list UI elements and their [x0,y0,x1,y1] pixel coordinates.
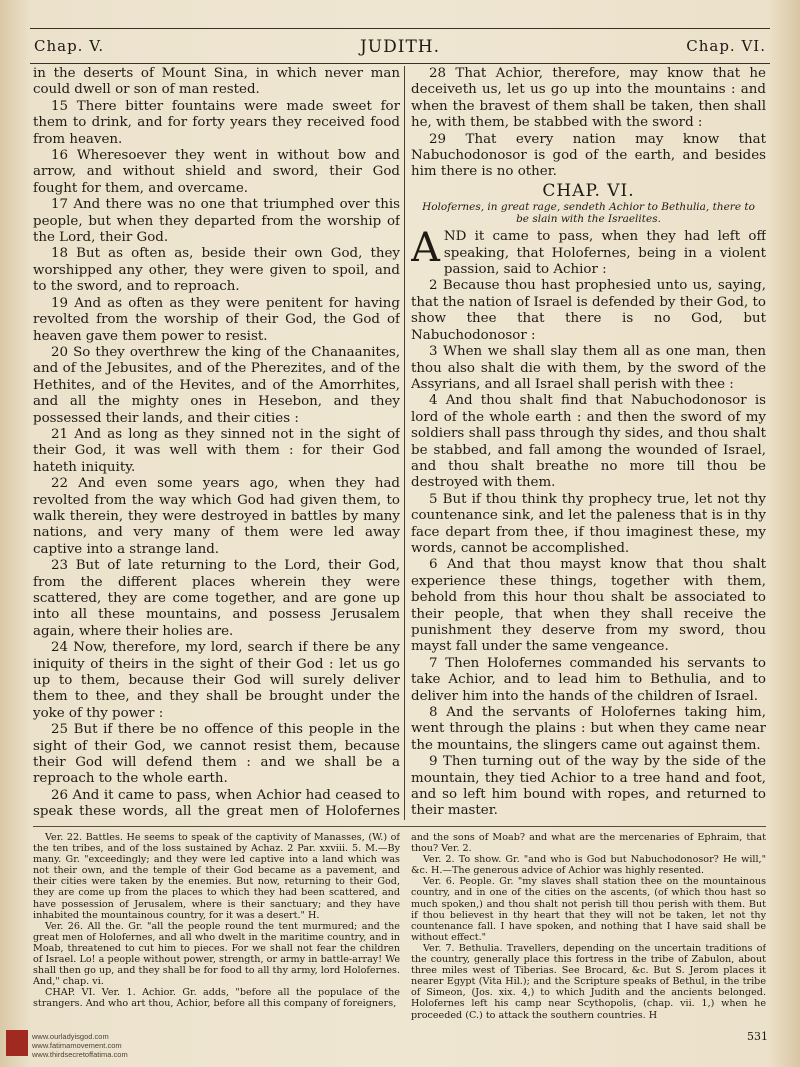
footer-link[interactable]: www.thirdsecretoffatima.com [32,1050,128,1059]
column-divider [404,66,405,820]
verse: 21 And as long as they sinned not in the sight of their God, it was well with them : for their God hateth iniquity. [33,426,400,475]
header-chapter-left: Chap. V. [34,37,105,55]
verse: 2 Because thou hast prophesied unto us, saying, that the nation of Israel is defended by their God, to show thee that there is no God, but Nabuchodonosor : [411,278,766,343]
verse: 19 And as often as they were penitent for having revolted from the worship of their God, the God of heaven gave them power to resist. [33,295,400,344]
verse: 25 But if there be no offence of this people in the sight of their God, we cannot resist them, because their God will defend them : and we shall be a reproach to the whole earth. [33,722,400,787]
verse: 17 And there was no one that triumphed over this people, but when they departed from the worship of the Lord, their God. [33,197,400,246]
verse: 7 Then Holofernes commanded his servants to take Achior, and to lead him to Bethulia, and to deliver him into the hands of the children of Israel. [411,655,766,704]
verse: 29 That every nation may know that Nabuchodonosor is god of the earth, and besides him there is no other. [411,131,766,180]
footnote: Ver. 6. People. Gr. "my slaves shall station thee on the mountainous country, and in one of the cities on the ascents, (of which thou hast so much spoken,) and thou shalt not perish till thou perish with them. But if thou believest in thy heart that they will not be taken, let not thy countenance fall. I have spoken, and nothing that I have said shall be without effect." [411,876,766,943]
verse: 22 And even some years ago, when they had revolted from the way which God had given them, to walk therein, they were destroyed in battles by many nations, and very many of them were led away captive into a strange land. [33,476,400,557]
verse: 18 But as often as, beside their own God, they worshipped any other, they were given to spoil, and to the sword, and to reproach. [33,246,400,295]
header-chapter-right: Chap. VI. [686,37,766,55]
verse: 5 But if thou think thy prophecy true, let not thy countenance sink, and let the paleness that is in thy face depart from thee, if thou imaginest these, my words, cannot be accomplished. [411,491,766,556]
verse: 24 Now, therefore, my lord, search if there be any iniquity of theirs in the sight of their God : let us go up to them, because their God will surely deliver them to thee, and they shall be brought under the yoke of thy power : [33,640,400,721]
chapter-first-verse [411,225,766,278]
verse: 16 Wheresoever they went in without bow and arrow, and without shield and sword, their God fought for them, and overcame. [33,148,400,196]
verse: 20 So they overthrew the king of the Chanaanites, and of the Jebusites, and of the Pherezites, and of the Hethites, and of the Hevites, and of the Amorrhites, and all the mighty ones in Hesebon, and they possessed their lands, and their cities : [33,344,400,426]
verse: 6 And that thou mayst know that thou shalt experience these things, together with them, behold from this hour thou shalt be associated to their people, that when they shall receive the punishment they deserve from my sword, thou mayst fall under the same vengeance. [411,557,766,655]
site-logo-icon [6,1030,28,1056]
footer-links [32,1032,128,1059]
footnote: Ver. 7. Bethulia. Travellers, depending on the uncertain traditions of the country, generally place this fortress in the tribe of Zabulon, about three miles west of Tiberias. See Brocard, &c. But S. Jerom places it nearer Egypt (Vita Hil.); and the Scripture speaks of Bethul, in the tribe of Simeon, (Jos. xix. 4,) to which Judith and the ancients belonged. Holofernes left his camp near Scythopolis, (chap. vii. 1,) when he proceeded (C.) to attack the southern countries. H [411,942,766,1021]
footer-link[interactable]: www.ourladyisgod.com [32,1032,109,1041]
left-column [33,66,400,820]
footnote: Ver. 26. All the. Gr. "all the people round the tent murmured; and the great men of Holofernes, and all who dwelt in the maritime country, and in Moab, threatened to cut him to pieces. For we shall not fear the children of Israel. Lo! a people without power, strength, or army in battle-array! We shall then go up, and they shall be for food to all thy army, lord Holofernes. And," chap. vi. [33,920,400,988]
footnote: Ver. 2. To show. Gr. "and who is God but Nabuchodonosor? He will," &c. H.—The generous advice of Achior was highly resented. [411,854,766,877]
footnote: Ver. 22. Battles. He seems to speak of the captivity of Manasses, (W.) of the ten tribes, and of the loss sustained by Achaz. 2 Par. xxviii. 5. M.—By many. Gr. "exceedingly; and they were led captive into a land which was not their own, and the temple of their God became as a pavement, and their cities were taken by the enemies. But now, returning to their God, they are come up from the places to which they had been scattered, and have possession of Jerusalem, where is their sanctuary; and they have inhabited the mountainous country, for it was a desert." H. [33,832,400,921]
verse: 9 Then turning out of the way by the side of the mountain, they tied Achior to a tree hand and foot, and so left him bound with ropes, and returned to their master. [411,754,766,819]
verse: 23 But of late returning to the Lord, their God, from the different places wherein they were scattered, they are come together, and are gone up into all these mountains, and possess Jerusalem again, where their holies are. [33,558,400,639]
footer-link[interactable]: www.fatimamovement.com [32,1041,122,1050]
header-title: JUDITH. [359,37,441,57]
verse: 26 And it came to pass, when Achior had ceased to speak these words, all the great men of Holofernes [33,787,400,820]
verse: in the deserts of Mount Sina, in which never man could dwell or son of man rested. [33,66,400,98]
verse: 4 And thou shalt find that Nabuchodonosor is lord of the whole earth : and then the sword of my soldiers shall pass through thy sides, and thou shalt be stabbed, and fall among the wounded of Israel, and thou shalt breathe no more till thou be destroyed with them. [411,393,766,491]
running-header [30,28,770,64]
verse: 8 And the servants of Holofernes taking him, went through the plains : but when they came near the mountains, the slingers came out against them. [411,705,766,753]
verse: 28 That Achior, therefore, may know that he deceiveth us, let us go up into the mountains : and when the bravest of them shall be taken, then shall he, with them, be stabbed with the sword : [411,66,766,131]
footnotes-right [411,832,766,1032]
chapter-summary: Holofernes, in great rage, sendeth Achior to Bethulia, there to be slain with the Israelites. [422,201,755,226]
page-number: 531 [747,1030,768,1043]
chapter-title: CHAP. VI. [542,180,635,201]
first-verse-text: ND it came to pass, when they had left off speaking, that Holofernes, being in a violent passion, said to Achior : [443,229,766,278]
footnotes-left [33,832,400,1032]
footnote: CHAP. VI. Ver. 1. Achior. Gr. adds, "before all the populace of the strangers. And who art thou, Achior, before all this company of foreigners, [33,987,400,1010]
verse: 3 When we shall slay them all as one man, then thou also shalt die with them, by the sword of the Assyrians, and all Israel shall perish with thee : [411,344,766,392]
notes-divider [33,826,766,827]
verse: 15 There bitter fountains were made sweet for them to drink, and for forty years they received food from heaven. [33,98,400,147]
right-column [411,66,766,820]
footnote: and the sons of Moab? and what are the mercenaries of Ephraim, that thou? Ver. 2. [411,832,766,855]
drop-cap: A [411,225,440,272]
